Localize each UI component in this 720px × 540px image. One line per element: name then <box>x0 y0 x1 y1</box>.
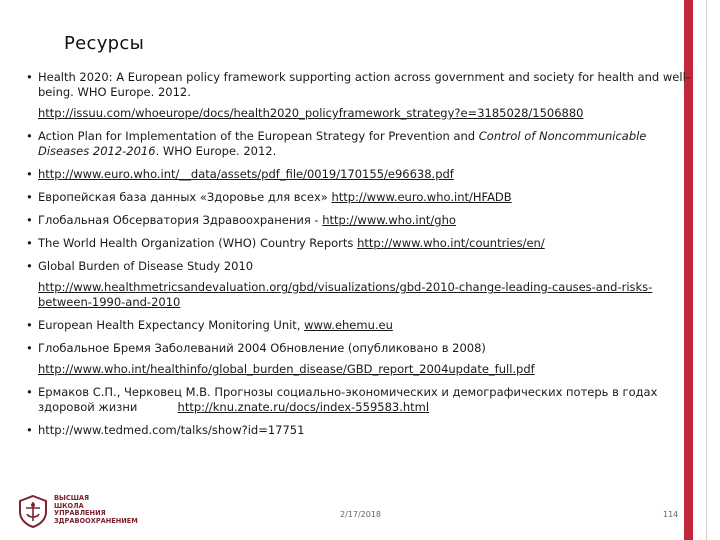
resource-link[interactable]: http://knu.znate.ru/docs/index-559583.html <box>177 400 430 414</box>
brand-line: УПРАВЛЕНИЯ <box>54 509 106 518</box>
resource-link[interactable]: http://issuu.com/whoeurope/docs/health2020_policyframework_strategy?e=3185028/1506880 <box>38 106 584 120</box>
resource-link[interactable]: http://www.healthmetricsandevaluation.org/gbd/visualizations/gbd-2010-change-leading-causes-and-risks-between-1990-and-2010 <box>38 280 653 309</box>
list-item <box>24 236 692 251</box>
resource-link[interactable]: http://www.euro.who.int/HFADB <box>331 190 512 204</box>
item-text: Health 2020: A European policy framework supporting action across government and society for health and well-being. WHO Europe. 2012. <box>38 70 690 99</box>
list-item <box>24 280 692 310</box>
resource-list <box>24 70 692 446</box>
list-item <box>24 213 692 228</box>
item-text: European Health Expectancy Monitoring Unit, <box>38 318 305 332</box>
item-text: http://www.tedmed.com/talks/show?id=17751 <box>38 423 305 437</box>
brand-line: ШКОЛА <box>54 501 84 510</box>
item-text: Action Plan for Implementation of the European Strategy for Prevention and <box>38 129 479 143</box>
slide-date: 2/17/2018 <box>340 510 382 519</box>
list-item <box>24 341 692 356</box>
list-item <box>24 106 692 121</box>
list-item <box>24 167 692 182</box>
list-item <box>24 129 692 159</box>
list-item <box>24 190 692 205</box>
item-text: The World Health Organization (WHO) Country Reports <box>38 236 358 250</box>
list-item <box>24 259 692 274</box>
footer-brand <box>54 495 138 525</box>
resource-link[interactable]: http://www.who.int/gho <box>322 213 456 227</box>
slide-title: Ресурсы <box>64 33 145 54</box>
resource-link[interactable]: http://www.who.int/countries/en/ <box>357 236 545 250</box>
right-divider-line <box>706 0 707 540</box>
item-text: Европейская база данных «Здоровье для всех» <box>38 190 332 204</box>
list-item <box>24 70 692 100</box>
list-item <box>24 318 692 333</box>
resource-link[interactable]: www.ehemu.eu <box>304 318 393 332</box>
list-item <box>24 385 692 415</box>
item-text: Global Burden of Disease Study 2010 <box>38 259 254 273</box>
item-text: Ермаков С.П., Черковец М.В. Прогнозы социально-экономических и демографических потерь в годах здоровой жизни <box>38 385 658 414</box>
item-text: . WHO Europe. 2012. <box>155 144 277 158</box>
brand-line: ЗДРАВООХРАНЕНИЕМ <box>54 516 138 525</box>
slide-number: 114 <box>663 510 679 519</box>
item-text: Глобальное Бремя Заболеваний 2004 Обновление (опубликовано в 2008) <box>38 341 486 355</box>
item-text: Глобальная Обсерватория Здравоохранения - <box>38 213 323 227</box>
item-text-italic: Control of Noncommunicable Diseases 2012-2016 <box>38 129 647 158</box>
list-item <box>24 362 692 377</box>
resource-link[interactable]: http://www.euro.who.int/__data/assets/pdf_file/0019/170155/e96638.pdf <box>38 167 454 181</box>
brand-line: ВЫСШАЯ <box>54 494 90 502</box>
resource-link[interactable]: http://www.who.int/healthinfo/global_burden_disease/GBD_report_2004update_full.pdf <box>38 362 535 376</box>
crest-logo-icon <box>16 494 50 528</box>
list-item <box>24 423 692 438</box>
